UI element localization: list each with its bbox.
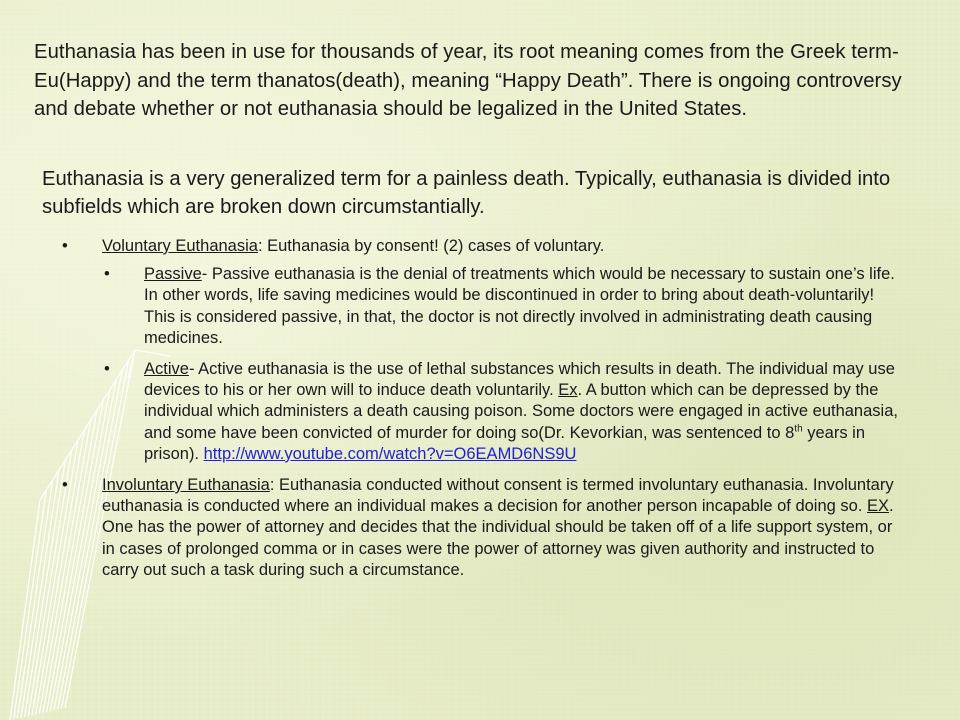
list-item-passive (102, 264, 900, 349)
passive-term: Passive (144, 265, 202, 284)
involuntary-text-a: : Euthanasia conducted without consent is termed involuntary euthanasia. Involuntary euthanasia is conducted where an individual makes a decision for another person incapable of doing so. (102, 476, 894, 516)
intro-paragraph-definition: Euthanasia is a very generalized term for a painless death. Typically, euthanasia is divided into subfields which are broken down circumstantially. (42, 168, 891, 218)
voluntary-text: : Euthanasia by consent! (2) cases of voluntary. (257, 237, 605, 255)
involuntary-text-b: . One has the power of attorney and decides that the individual should be taken off of a life support system, or in cases of prolonged comma or in cases were the power of attorney was given authority and instructed to carry out such a task during such a circumstance. (102, 497, 894, 579)
voluntary-subtypes-list (102, 264, 900, 465)
active-text-c: years in prison). (144, 423, 865, 463)
involuntary-example-label: EX (867, 497, 890, 516)
active-text-b: . A button which can be depressed by the individual which administers a death causing poison. Some doctors were engaged in active euthanasia, and some have been convicted of murder for doing so(Dr. Kevorkian, was sentenced to 8 (144, 381, 898, 442)
passive-text: - Passive euthanasia is the denial of treatments which would be necessary to sustain one’s life. In other words, life saving medicines would be discontinued in order to bring about death-voluntarily! This is considered passive, in that, the doctor is not directly involved in administrating death causing medicines. (144, 265, 895, 347)
intro-paragraph-history: Euthanasia has been in use for thousands of year, its root meaning comes from the Greek term- Eu(Happy) and the term thanatos(death), meaning “Happy Death”. There is ongoing controversy and debate whether or not euthanasia should be legalized in the United States. (34, 41, 902, 121)
active-example-label: Ex (558, 381, 578, 400)
active-term: Active (144, 360, 189, 379)
list-item-involuntary (60, 475, 900, 581)
list-item-voluntary (60, 236, 900, 465)
voluntary-term: Voluntary Euthanasia (102, 237, 258, 255)
euthanasia-types-list (60, 236, 900, 587)
ordinal-superscript: th (794, 423, 803, 435)
involuntary-term: Involuntary Euthanasia (102, 476, 270, 495)
youtube-link[interactable]: http://www.youtube.com/watch?v=O6EAMD6NS9U (203, 444, 577, 463)
active-text-a: - Active euthanasia is the use of lethal substances which results in death. The individual may use devices to his or her own will to induce death voluntarily. (144, 360, 895, 400)
list-item-active (102, 359, 900, 465)
